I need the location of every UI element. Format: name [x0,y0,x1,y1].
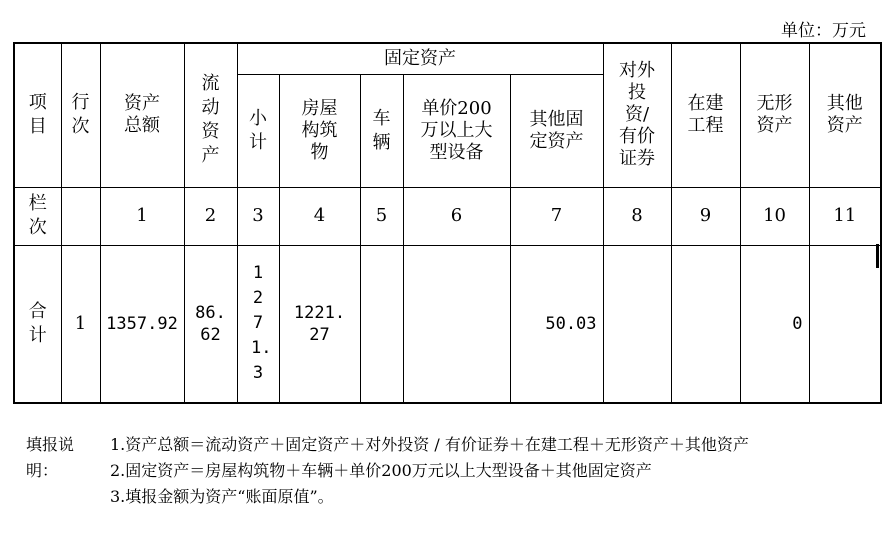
notes-body [110,432,880,510]
index-cell: 10 [740,187,809,245]
total-row-label: 合计 [14,245,61,403]
buildings-value: 1221.27 [279,245,360,403]
edge-mark [876,244,879,268]
note-item: 1.资产总额＝流动资产＋固定资产＋对外投资 / 有价证券＋在建工程＋无形资产＋其他资产 [110,435,749,454]
note-item: 3.填报金额为资产“账面原值”。 [110,487,334,506]
notes-label: 填报说明： [26,435,75,480]
index-cell-empty [61,187,100,245]
header-total-assets: 资产总额 [100,43,184,187]
header-large-equipment: 单价200万以上大型设备 [403,74,510,187]
header-intangible: 无形资产 [740,43,809,187]
unit-label: 单位：万元 [781,21,866,41]
header-current-assets: 流动资产 [184,43,237,187]
header-buildings: 房屋构筑物 [279,74,360,187]
index-cell: 2 [184,187,237,245]
current-assets-value: 86.62 [184,245,237,403]
header-construction: 在建工程 [671,43,740,187]
index-cell: 3 [237,187,279,245]
index-row-label: 栏次 [14,187,61,245]
other-assets-value [809,245,881,403]
note-item: 2.固定资产＝房屋构筑物＋车辆＋单价200万元以上大型设备＋其他固定资产 [110,461,652,480]
header-other-fixed: 其他固定资产 [510,74,603,187]
total-assets-value: 1357.92 [100,245,184,403]
intangible-value: 0 [740,245,809,403]
construction-value [671,245,740,403]
subtotal-value: 1271.3 [237,245,279,403]
header-fixed-assets-group: 固定资产 [237,43,603,74]
index-cell: 9 [671,187,740,245]
other-fixed-value: 50.03 [510,245,603,403]
header-item: 项目 [14,43,61,187]
header-row-no: 行次 [61,43,100,187]
index-cell: 11 [809,187,881,245]
total-row-no: 1 [61,245,100,403]
large-equipment-value [403,245,510,403]
asset-table [13,42,882,404]
header-investment: 对外投资/有价证券 [603,43,671,187]
header-subtotal: 小计 [237,74,279,187]
index-cell: 7 [510,187,603,245]
header-other-assets: 其他资产 [809,43,881,187]
investment-value [603,245,671,403]
index-cell: 5 [360,187,403,245]
index-cell: 6 [403,187,510,245]
index-cell: 8 [603,187,671,245]
index-cell: 1 [100,187,184,245]
vehicles-value [360,245,403,403]
index-cell: 4 [279,187,360,245]
header-vehicles: 车辆 [360,74,403,187]
